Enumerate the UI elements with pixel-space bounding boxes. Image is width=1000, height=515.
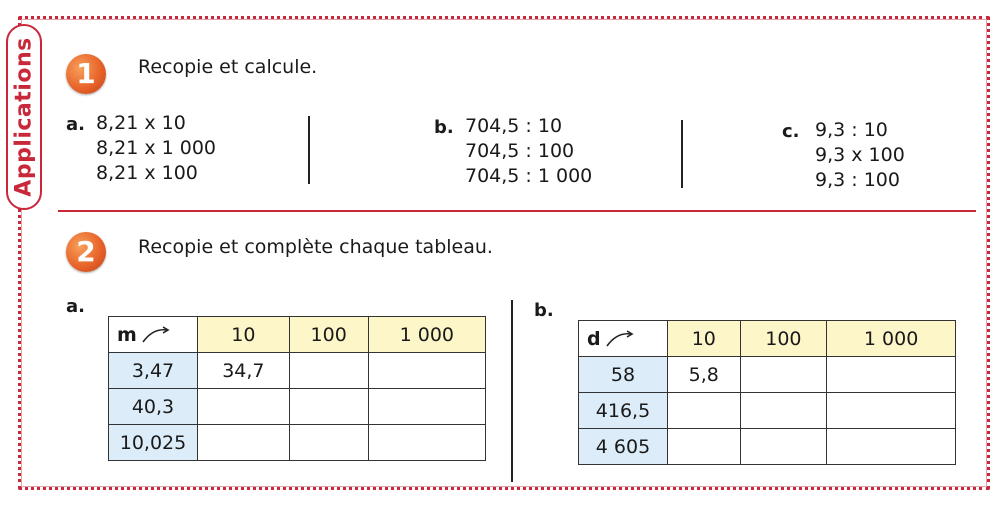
- table-cell: [827, 393, 956, 429]
- header-cell: 100: [289, 317, 368, 353]
- column-divider: [681, 120, 683, 188]
- row-header-cell: 416,5: [579, 393, 668, 429]
- table-cell: [827, 357, 956, 393]
- table-b-corner: [579, 321, 668, 357]
- column-divider: [308, 116, 310, 184]
- table-cell: [827, 429, 956, 465]
- table-cell: [198, 389, 290, 425]
- table-cell: [668, 429, 741, 465]
- section-tab-label: Applications: [11, 37, 37, 197]
- arrow-icon: [141, 326, 173, 344]
- expression-line: 704,5 : 10: [465, 115, 563, 137]
- table-a: [108, 316, 486, 461]
- expression-line: 8,21 x 10: [96, 112, 186, 134]
- exercise-1-label-c: c.: [782, 121, 800, 142]
- row-header-cell: 58: [579, 357, 668, 393]
- table-cell: [289, 389, 368, 425]
- header-cell: 1 000: [827, 321, 956, 357]
- expression-line: 9,3 : 100: [815, 169, 900, 191]
- expression-line: 8,21 x 1 000: [96, 137, 217, 159]
- exercise-1-group-c: [815, 118, 905, 193]
- table-cell: [368, 425, 485, 461]
- row-header-cell: 4 605: [579, 429, 668, 465]
- expression-line: 8,21 x 100: [96, 162, 198, 184]
- header-cell: 10: [198, 317, 290, 353]
- exercise-1-badge: 1: [66, 54, 106, 94]
- column-divider: [511, 300, 513, 482]
- arrow-icon: [605, 330, 637, 348]
- corner-symbol: m: [117, 323, 137, 346]
- table-a-label: a.: [66, 296, 85, 317]
- table-cell: [368, 389, 485, 425]
- exercise-1-label-a: a.: [66, 114, 85, 135]
- exercise-1-label-b: b.: [434, 117, 454, 138]
- header-cell: 10: [668, 321, 741, 357]
- table-cell: [740, 429, 827, 465]
- exercise-1-instruction: Recopie et calcule.: [138, 56, 318, 78]
- table-cell: [740, 357, 827, 393]
- table-cell: [198, 425, 290, 461]
- expression-line: 9,3 x 100: [815, 144, 905, 166]
- table-cell: [368, 353, 485, 389]
- table-cell: 5,8: [668, 357, 741, 393]
- table-cell: [740, 393, 827, 429]
- expression-line: 704,5 : 1 000: [465, 165, 593, 187]
- table-cell: 34,7: [198, 353, 290, 389]
- exercise-2-badge: 2: [66, 232, 106, 272]
- section-divider: [58, 210, 976, 212]
- table-cell: [668, 393, 741, 429]
- exercise-1-group-b: [465, 114, 592, 189]
- header-cell: 1 000: [368, 317, 485, 353]
- row-header-cell: 3,47: [109, 353, 198, 389]
- table-b: [578, 320, 956, 465]
- exercise-2-instruction: Recopie et complète chaque tableau.: [138, 236, 493, 258]
- header-cell: 100: [740, 321, 827, 357]
- corner-symbol: d: [587, 327, 601, 350]
- expression-line: 9,3 : 10: [815, 119, 888, 141]
- exercise-1-group-a: [96, 111, 216, 186]
- table-a-corner: [109, 317, 198, 353]
- table-cell: [289, 425, 368, 461]
- expression-line: 704,5 : 100: [465, 140, 575, 162]
- row-header-cell: 40,3: [109, 389, 198, 425]
- table-b-label: b.: [534, 300, 554, 321]
- row-header-cell: 10,025: [109, 425, 198, 461]
- table-cell: [289, 353, 368, 389]
